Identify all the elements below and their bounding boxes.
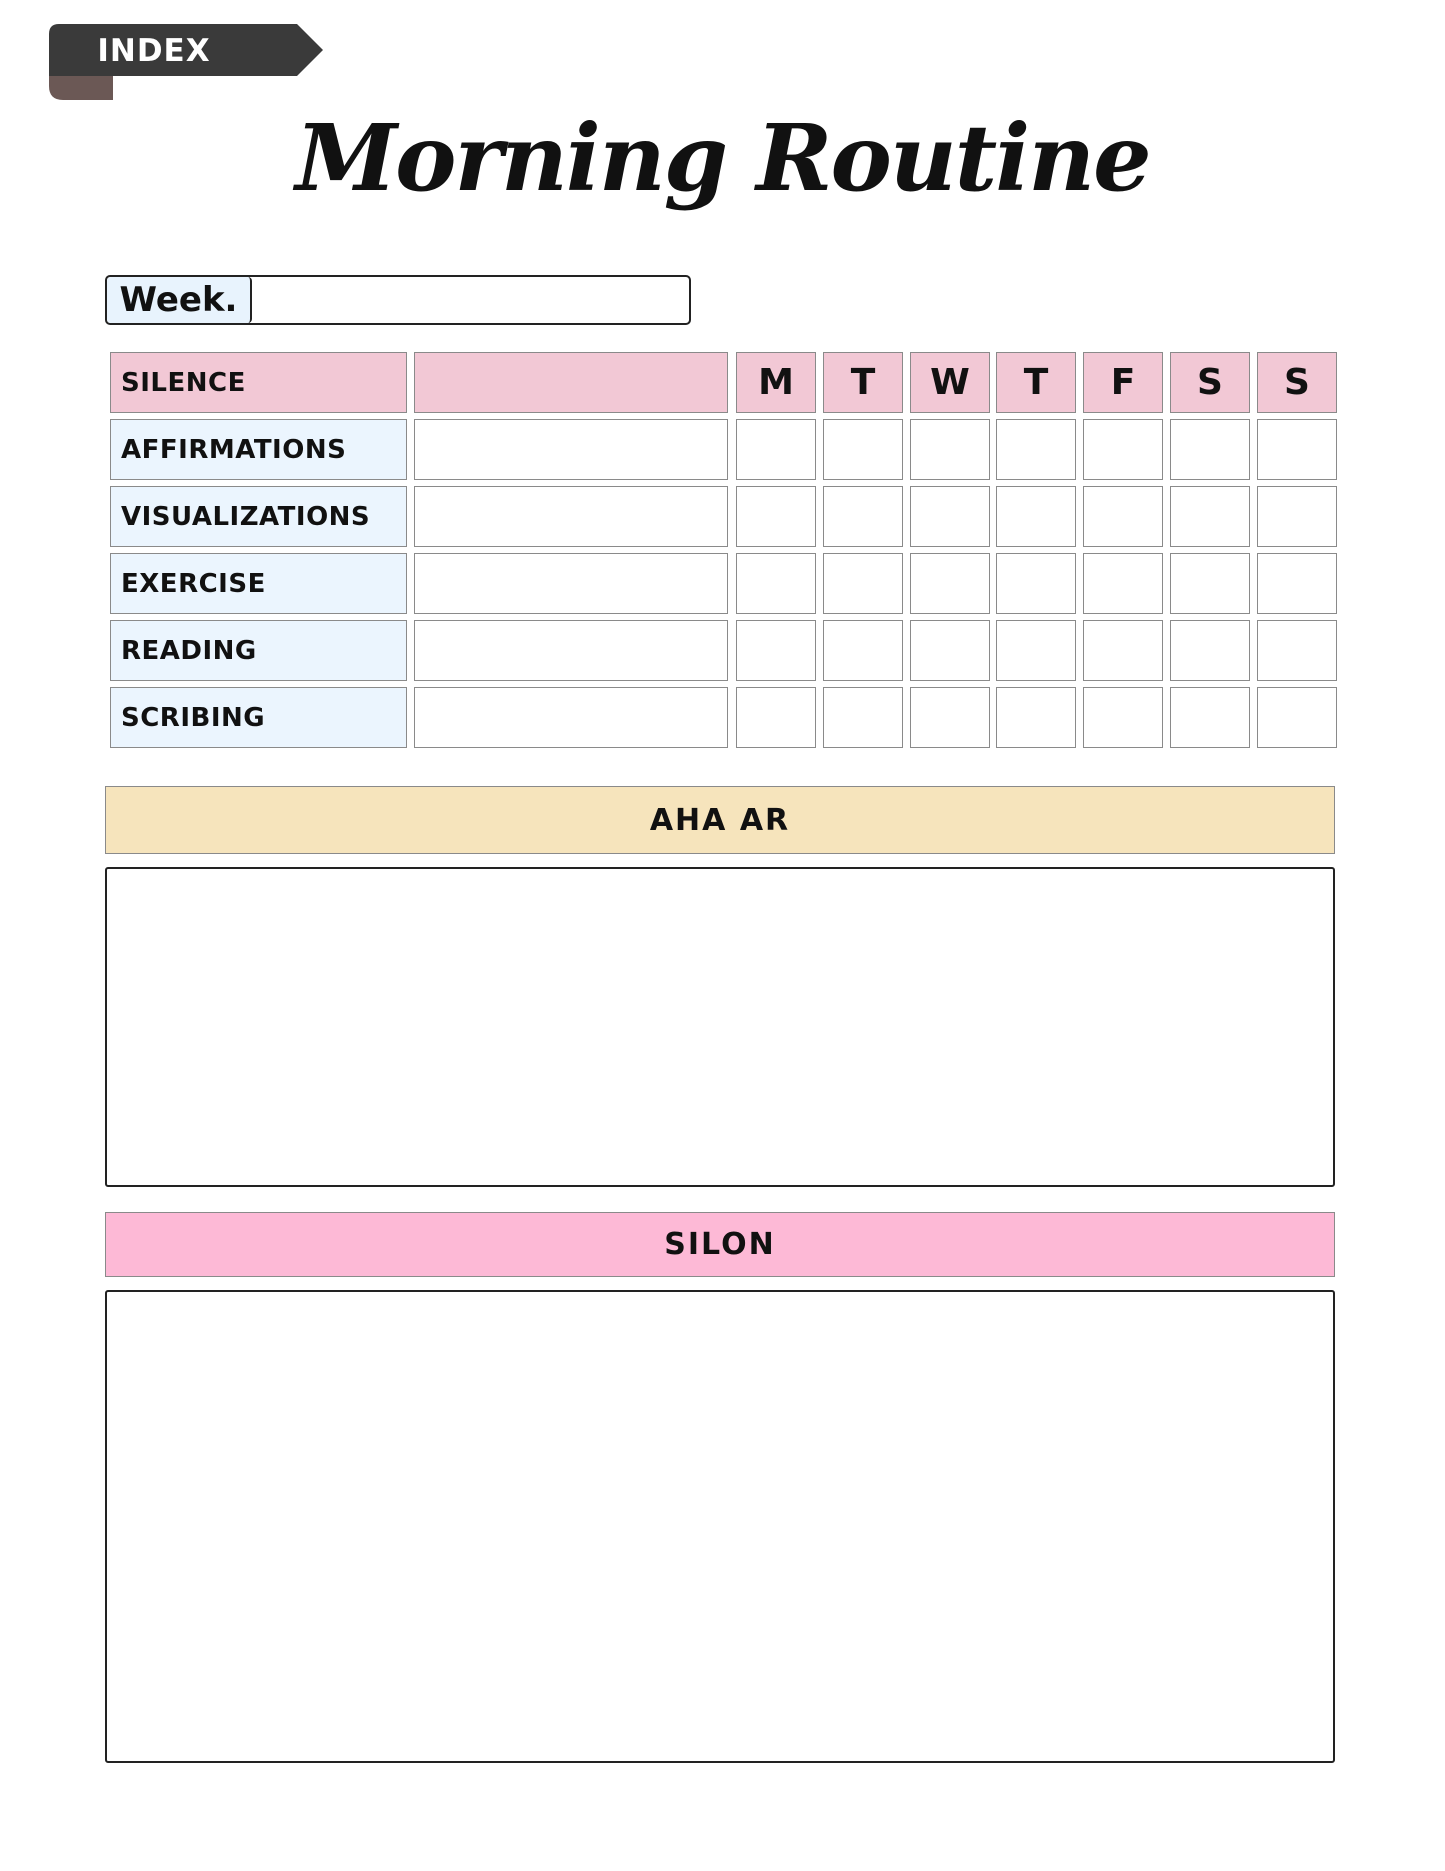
- habit-label-scribing: SCRIBING: [110, 687, 407, 748]
- check-cell-reading-1[interactable]: [823, 620, 903, 681]
- habit-label-reading: READING: [110, 620, 407, 681]
- habit-note-reading[interactable]: [414, 620, 728, 681]
- check-cell-reading-4[interactable]: [1083, 620, 1163, 681]
- check-cell-exercise-4[interactable]: [1083, 553, 1163, 614]
- check-cell-scribing-4[interactable]: [1083, 687, 1163, 748]
- check-cell-scribing-2[interactable]: [910, 687, 990, 748]
- aha-section-header: [105, 786, 1335, 854]
- habit-note-scribing[interactable]: [414, 687, 728, 748]
- check-cell-reading-6[interactable]: [1257, 620, 1337, 681]
- week-label: Week.: [107, 277, 252, 323]
- aha-section-title: AHA AR: [649, 802, 791, 838]
- habit-note-affirmations[interactable]: [414, 419, 728, 480]
- check-cell-reading-0[interactable]: [736, 620, 816, 681]
- check-cell-affirmations-5[interactable]: [1170, 419, 1250, 480]
- check-cell-exercise-2[interactable]: [910, 553, 990, 614]
- day-header-2: W: [910, 352, 990, 413]
- check-cell-scribing-5[interactable]: [1170, 687, 1250, 748]
- check-cell-scribing-6[interactable]: [1257, 687, 1337, 748]
- day-header-3: T: [996, 352, 1076, 413]
- check-cell-affirmations-1[interactable]: [823, 419, 903, 480]
- check-cell-visualizations-3[interactable]: [996, 486, 1076, 547]
- habit-note-visualizations[interactable]: [414, 486, 728, 547]
- silon-section-header: [105, 1212, 1335, 1277]
- week-input[interactable]: [252, 277, 689, 325]
- check-cell-exercise-6[interactable]: [1257, 553, 1337, 614]
- page-title: Morning Routine: [295, 104, 1150, 212]
- check-cell-scribing-1[interactable]: [823, 687, 903, 748]
- check-cell-visualizations-5[interactable]: [1170, 486, 1250, 547]
- check-cell-affirmations-3[interactable]: [996, 419, 1076, 480]
- check-cell-visualizations-1[interactable]: [823, 486, 903, 547]
- check-cell-visualizations-4[interactable]: [1083, 486, 1163, 547]
- check-cell-visualizations-6[interactable]: [1257, 486, 1337, 547]
- check-cell-visualizations-0[interactable]: [736, 486, 816, 547]
- check-cell-exercise-0[interactable]: [736, 553, 816, 614]
- day-header-4: F: [1083, 352, 1163, 413]
- check-cell-exercise-1[interactable]: [823, 553, 903, 614]
- day-header-6: S: [1257, 352, 1337, 413]
- day-header-5: S: [1170, 352, 1250, 413]
- check-cell-exercise-5[interactable]: [1170, 553, 1250, 614]
- check-cell-scribing-3[interactable]: [996, 687, 1076, 748]
- habit-note-silence[interactable]: [414, 352, 728, 413]
- week-field: [105, 275, 691, 325]
- index-tab[interactable]: [49, 24, 325, 100]
- check-cell-exercise-3[interactable]: [996, 553, 1076, 614]
- habit-note-exercise[interactable]: [414, 553, 728, 614]
- habit-label-exercise: EXERCISE: [110, 553, 407, 614]
- check-cell-visualizations-2[interactable]: [910, 486, 990, 547]
- check-cell-reading-5[interactable]: [1170, 620, 1250, 681]
- check-cell-affirmations-4[interactable]: [1083, 419, 1163, 480]
- day-header-0: M: [736, 352, 816, 413]
- check-cell-reading-2[interactable]: [910, 620, 990, 681]
- check-cell-affirmations-6[interactable]: [1257, 419, 1337, 480]
- silon-section-title: SILON: [664, 1227, 776, 1262]
- check-cell-reading-3[interactable]: [996, 620, 1076, 681]
- day-header-1: T: [823, 352, 903, 413]
- aha-notes-area[interactable]: [105, 867, 1335, 1187]
- habit-label-visualizations: VISUALIZATIONS: [110, 486, 407, 547]
- habit-label-silence: SILENCE: [110, 352, 407, 413]
- habit-label-affirmations: AFFIRMATIONS: [110, 419, 407, 480]
- check-cell-scribing-0[interactable]: [736, 687, 816, 748]
- check-cell-affirmations-0[interactable]: [736, 419, 816, 480]
- silon-notes-area[interactable]: [105, 1290, 1335, 1763]
- check-cell-affirmations-2[interactable]: [910, 419, 990, 480]
- index-label: INDEX: [97, 33, 211, 69]
